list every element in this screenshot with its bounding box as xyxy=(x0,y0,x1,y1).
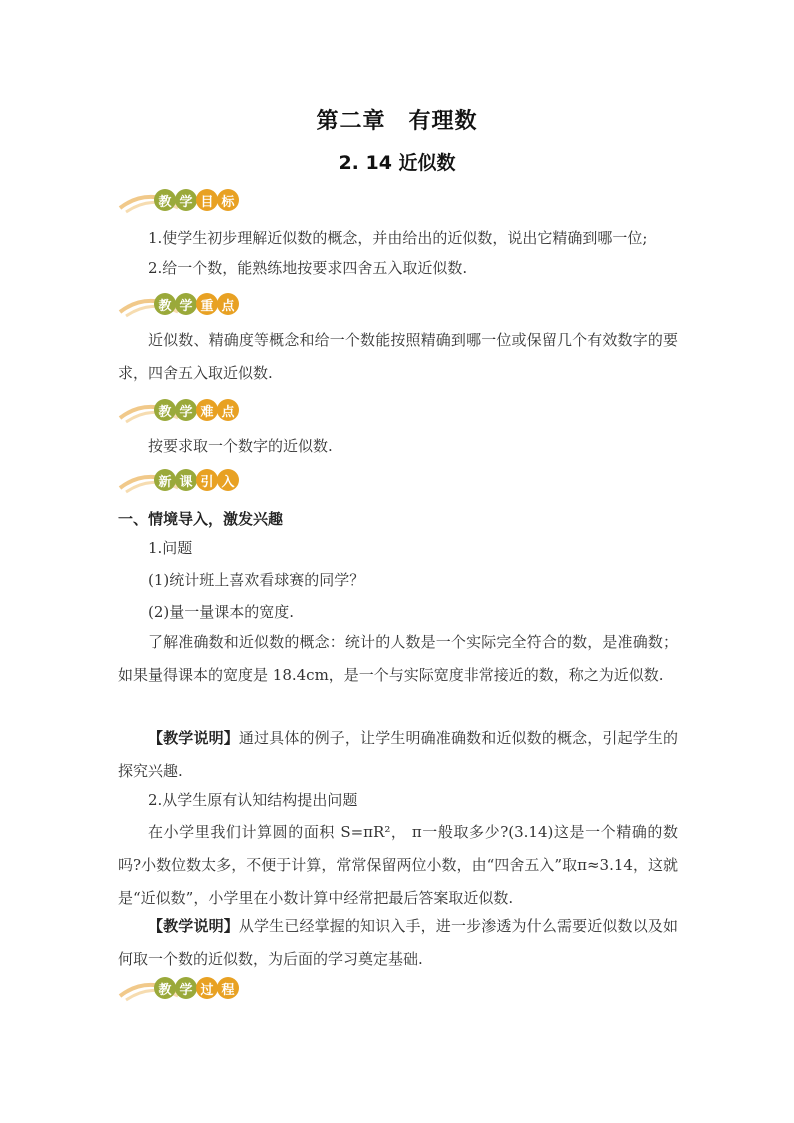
badge-char: 学 xyxy=(175,399,197,421)
difficulties-text: 按要求取一个数字的近似数. xyxy=(148,437,333,455)
badge-char: 学 xyxy=(175,293,197,315)
teaching-note-1 xyxy=(118,722,678,788)
badge-char: 学 xyxy=(175,189,197,211)
key-points-badge xyxy=(118,292,258,318)
concept-explanation: 了解准确数和近似数的概念：统计的人数是一个实际完全符合的数，是准确数；如果量得课本的宽度是 18.4cm，是一个与实际宽度非常接近的数，称之为近似数. xyxy=(118,633,678,684)
circle-area-paragraph: 在小学里我们计算圆的面积 S=πR²， π一般取多少?(3.14)这是一个精确的数吗?小数位数太多，不便于计算，常常保留两位小数，由“四舍五入”取π≈3.14，这就是“近似数”，小学里在小数计算中经常把最后答案取近似数. xyxy=(118,823,678,907)
badge-char: 课 xyxy=(175,469,197,491)
badge-char: 引 xyxy=(196,469,218,491)
badge-char: 教 xyxy=(154,399,176,421)
chapter-title: 第二章 有理数 xyxy=(316,109,478,134)
question-2: (2)量一量课本的宽度. xyxy=(148,603,295,621)
badge-char: 目 xyxy=(196,189,218,211)
intro-badge xyxy=(118,468,258,494)
teaching-note-2 xyxy=(118,910,678,976)
badge-char: 程 xyxy=(217,977,239,999)
process-badge xyxy=(118,976,258,1002)
badge-char: 学 xyxy=(175,977,197,999)
question-1: (1)统计班上喜欢看球赛的同学？ xyxy=(148,571,365,589)
goal-item-1: 1.使学生初步理解近似数的概念，并由给出的近似数，说出它精确到哪一位; xyxy=(148,229,648,247)
goal-item-2: 2.给一个数，能熟练地按要求四舍五入取近似数. xyxy=(148,259,468,277)
badge-char: 入 xyxy=(217,469,239,491)
intro-heading: 一、情境导入，激发兴趣 xyxy=(118,510,284,528)
difficulties-badge xyxy=(118,398,258,424)
note-label: 【教学说明】 xyxy=(148,917,239,935)
note-label: 【教学说明】 xyxy=(148,729,239,747)
badge-char: 教 xyxy=(154,977,176,999)
subsection-2: 2.从学生原有认知结构提出问题 xyxy=(148,791,358,809)
section-title: 2. 14 近似数 xyxy=(338,152,456,174)
badge-char: 点 xyxy=(217,293,239,315)
badge-char: 过 xyxy=(196,977,218,999)
question-label: 1.问题 xyxy=(148,539,193,557)
note-text: 从学生已经掌握的知识入手，进一步渗透为什么需要近似数以及如何取一个数的近似数，为后面的学习奠定基础. xyxy=(118,917,678,968)
badge-char: 点 xyxy=(217,399,239,421)
goals-badge xyxy=(118,188,258,214)
key-points-text: 近似数、精确度等概念和给一个数能按照精确到哪一位或保留几个有效数字的要求，四舍五入取近似数. xyxy=(118,331,678,382)
badge-char: 难 xyxy=(196,399,218,421)
badge-char: 标 xyxy=(217,189,239,211)
badge-char: 教 xyxy=(154,189,176,211)
note-text: 通过具体的例子，让学生明确准确数和近似数的概念，引起学生的探究兴趣. xyxy=(118,729,678,780)
badge-char: 重 xyxy=(196,293,218,315)
badge-char: 教 xyxy=(154,293,176,315)
badge-char: 新 xyxy=(154,469,176,491)
